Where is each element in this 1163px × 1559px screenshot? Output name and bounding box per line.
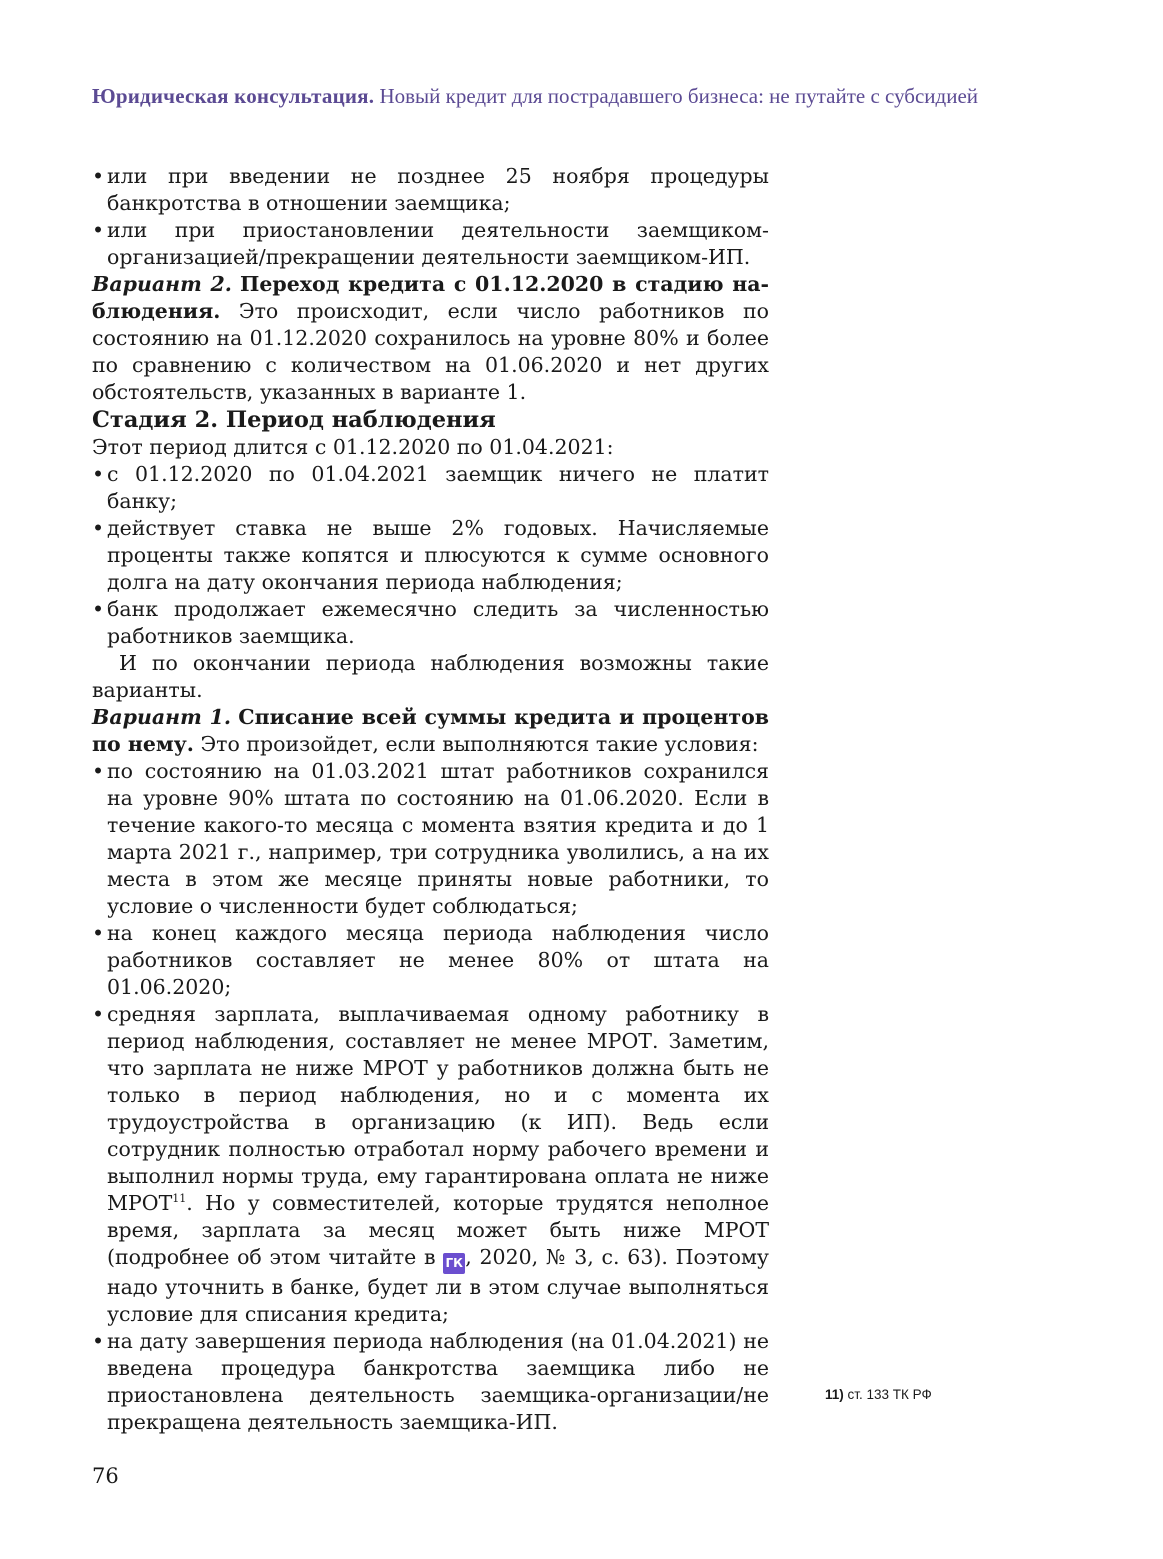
header-article-title: Новый кредит для пострадавшего бизнеса: не путайте с субсидией	[379, 84, 979, 108]
list-item: • с 01.12.2020 по 01.04.2021 заемщик ничего не платит банку;	[92, 461, 769, 515]
article-body	[92, 163, 769, 1436]
list-item: • по состоянию на 01.03.2021 штат работников сохранился на уровне 90% штата по состоянию на 01.06.2020. Если в течение какого-то месяца с момента взятия кредита и до 1 марта 2021 г., например, три сотрудника уволились, а на их места в этом же месяце приняты новые работники, то условие о численности будет соблюдаться;	[92, 758, 769, 920]
footnote	[825, 1386, 1125, 1404]
list-item-salary	[92, 1001, 769, 1328]
list-item: • действует ставка не выше 2% годовых. Начисляемые проценты также копятся и плюсуются к сумме основного долга на дату окончания периода наблюдения;	[92, 515, 769, 596]
variant2-title: Переход кредита с 01.12.2020 в стадию наблюдения.	[92, 272, 769, 323]
magazine-logo-icon: ГК	[443, 1253, 465, 1274]
list-item: • или при приостановлении деятельности заемщиком-организацией/прекращении деятельности заемщиком-ИП.	[92, 217, 769, 271]
list-item: • или при введении не позднее 25 ноября процедуры банкротства в отношении заемщика;	[92, 163, 769, 217]
list-item: • банк продолжает ежемесячно следить за численностью работников заемщика.	[92, 596, 769, 650]
variant1-paragraph	[92, 704, 769, 758]
running-header	[92, 83, 1072, 109]
variant1-text: Это произойдет, если выполняются такие условия:	[200, 732, 759, 756]
footnote-number: 11)	[825, 1387, 844, 1402]
page-number: 76	[92, 1464, 119, 1488]
salary-text-part2: . Но у совместителей, которые трудятся неполное время, зарплата за месяц может быть ниже МРОТ (подробнее об этом читайте в	[107, 1191, 769, 1269]
intro-bullet-list	[92, 163, 769, 271]
stage2-intro: Этот период длится с 01.12.2020 по 01.04.2021:	[92, 435, 614, 459]
variant1-bullet-list	[92, 758, 769, 1436]
footnote-ref[interactable]: 11	[172, 1192, 187, 1206]
header-section-title: Юридическая консультация.	[92, 84, 375, 108]
salary-text-part1: средняя зарплата, выплачиваемая одному работнику в период наблюдения, составляет не менее МРОТ. Заметим, что зарплата не ниже МРОТ у работников должна быть не только в период наблюдения, но и с момента их трудоустройства в организацию (к ИП). Ведь если сотрудник полностью отработал норму рабочего времени и выполнил нормы труда, ему гарантирована оплата не ниже МРОТ	[107, 1002, 769, 1215]
variant1-label: Вариант 1.	[92, 705, 232, 729]
list-item: • на дату завершения периода наблюдения (на 01.04.2021) не введена процедура банкротства заемщика либо не приостановлена деятельность заемщика-организации/не прекращена деятельность заемщика-ИП.	[92, 1328, 769, 1436]
stage2-bullet-list	[92, 461, 769, 650]
variant1-title: Списание всей суммы кредита и процентов по нему.	[92, 705, 769, 756]
variant2-label: Вариант 2.	[92, 272, 232, 296]
variant2-text: Это происходит, если число работников по состоянию на 01.12.2020 сохранилось на уровне 80% и более по сравнению с количеством на 01.06.2020 и нет других обстоятельств, указанных в варианте 1.	[92, 299, 769, 404]
salary-text-part3: , 2020, № 3, с. 63). Поэтому надо уточнить в банке, будет ли в этом случае выполняться условие для списания кредита;	[107, 1245, 769, 1326]
footnote-text: ст. 133 ТК РФ	[847, 1387, 932, 1402]
stage2-outro: И по окончании периода наблюдения возможны такие варианты.	[92, 651, 769, 702]
list-item: • на конец каждого месяца периода наблюдения число работников составляет не менее 80% от штата на 01.06.2020;	[92, 920, 769, 1001]
stage2-heading: Стадия 2. Период наблюдения	[92, 407, 496, 433]
variant2-paragraph	[92, 271, 769, 406]
